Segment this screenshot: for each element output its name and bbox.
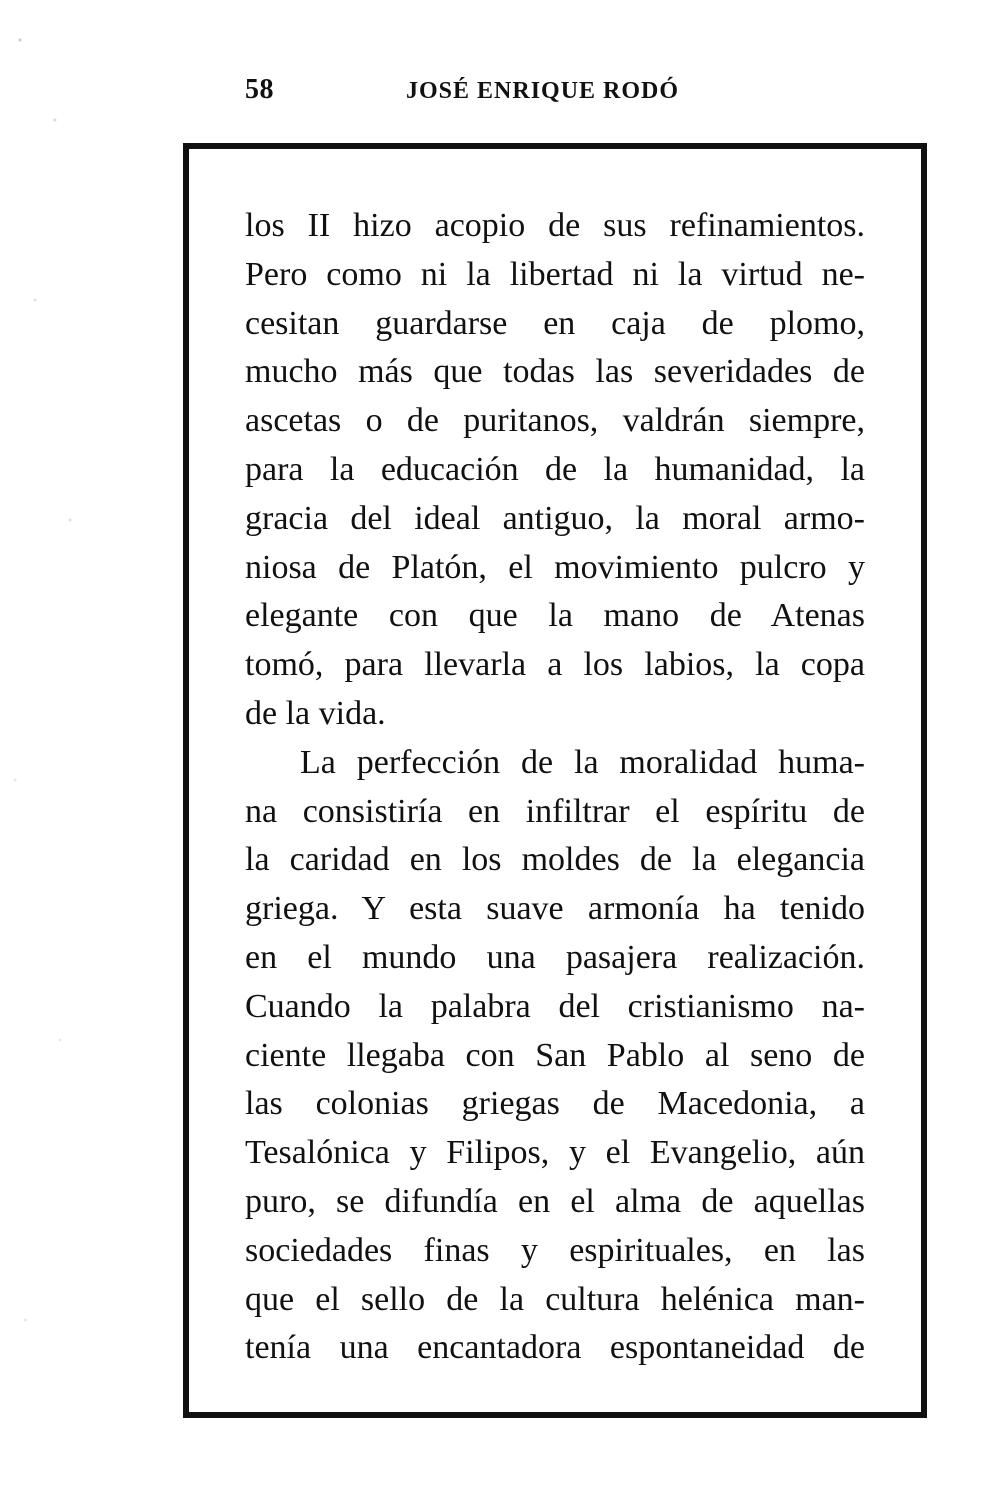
text-line: para la educación de la humanidad, la (245, 450, 865, 488)
text-line: que el sello de la cultura helénica man- (245, 1280, 865, 1318)
text-line: La perfección de la moralidad huma- (300, 743, 865, 781)
text-line: de la vida. (245, 694, 386, 732)
text-line: griega. Y esta suave armonía ha tenido (245, 890, 865, 928)
text-line: elegante con que la mano de Atenas (245, 597, 865, 635)
text-line: puro, se difundía en el alma de aquellas (245, 1182, 865, 1220)
body-text (245, 202, 865, 1373)
text-line: niosa de Platón, el movimiento pulcro y (245, 548, 865, 586)
text-line: cesitan guardarse en caja de plomo, (245, 304, 865, 342)
text-line: na consistiría en infiltrar el espíritu de (245, 792, 865, 830)
text-line: tomó, para llevarla a los labios, la copa (245, 646, 865, 684)
running-title: JOSÉ ENRIQUE RODÓ (406, 78, 680, 104)
text-line: Cuando la palabra del cristianismo na- (245, 987, 865, 1025)
text-line: Tesalónica y Filipos, y el Evangelio, aún (245, 1134, 865, 1172)
running-head (245, 74, 715, 108)
text-line: gracia del ideal antiguo, la moral armo- (245, 499, 865, 537)
text-line: los II hizo acopio de sus refinamientos. (245, 207, 865, 244)
text-line: ascetas o de puritanos, valdrán siempre, (245, 402, 865, 440)
text-line: sociedades finas y espirituales, en las (245, 1231, 865, 1269)
text-line: mucho más que todas las severidades de (245, 353, 865, 391)
text-line: ciente llegaba con San Pablo al seno de (245, 1036, 865, 1074)
text-line: en el mundo una pasajera realización. (245, 938, 865, 976)
page-number: 58 (245, 74, 274, 105)
text-line: la caridad en los moldes de la elegancia (245, 841, 865, 879)
text-line: las colonias griegas de Macedonia, a (245, 1085, 865, 1123)
text-line: tenía una encantadora espontaneidad de (245, 1329, 865, 1367)
scan-margin-speckle (0, 0, 95, 1499)
text-line: Pero como ni la libertad ni la virtud ne- (245, 255, 865, 293)
